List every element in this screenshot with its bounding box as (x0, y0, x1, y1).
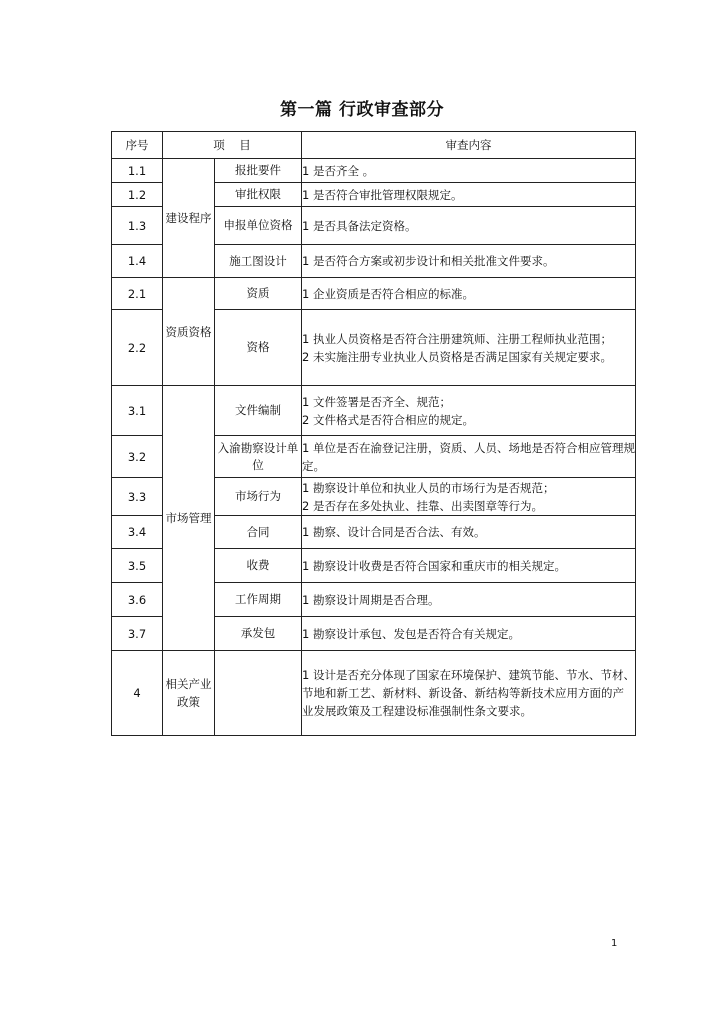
row-num: 2.1 (112, 278, 163, 310)
header-content: 审查内容 (302, 132, 636, 159)
row-num: 3.3 (112, 478, 163, 516)
row-content (302, 617, 636, 651)
row-num: 4 (112, 651, 163, 736)
category-cell: 市场管理 (163, 386, 215, 651)
row-item: 合同 (215, 516, 302, 549)
row-content (302, 516, 636, 549)
table-row (112, 386, 636, 436)
content-line: 1 勘察、设计合同是否合法、有效。 (302, 525, 486, 539)
row-num: 1.1 (112, 159, 163, 183)
row-item: 承发包 (215, 617, 302, 651)
content-line: 2 未实施注册专业执业人员资格是否满足国家有关规定要求。 (302, 349, 612, 364)
content-line: 1 设计是否充分体现了国家在环境保护、建筑节能、节水、节材、节地和新工艺、新材料、新设备、新结构等新技术应用方面的产业发展政策及工程建设标准强制性条文要求。 (302, 668, 635, 718)
row-content (302, 386, 636, 436)
page-title: 第一篇 行政审查部分 (280, 100, 444, 120)
row-item: 文件编制 (215, 386, 302, 436)
row-content (302, 651, 636, 736)
row-content (302, 549, 636, 583)
row-num: 3.2 (112, 436, 163, 478)
row-item: 申报单位资格 (215, 207, 302, 245)
row-item: 报批要件 (215, 159, 302, 183)
header-item: 项 目 (163, 132, 302, 159)
content-line: 1 是否符合方案或初步设计和相关批准文件要求。 (302, 254, 555, 268)
table-header-row (112, 132, 636, 159)
row-num: 1.2 (112, 183, 163, 207)
row-item: 市场行为 (215, 478, 302, 516)
row-content (302, 436, 636, 478)
row-num: 3.1 (112, 386, 163, 436)
row-item: 审批权限 (215, 183, 302, 207)
content-line: 2 文件格式是否符合相应的规定。 (302, 412, 474, 427)
row-item: 入渝勘察设计单位 (215, 436, 302, 478)
table-row (112, 278, 636, 310)
row-content (302, 278, 636, 310)
table-row (112, 159, 636, 183)
row-content (302, 478, 636, 516)
content-line: 2 是否存在多处执业、挂靠、出卖图章等行为。 (302, 498, 543, 513)
row-item: 资质 (215, 278, 302, 310)
content-line: 1 是否具备法定资格。 (302, 218, 417, 233)
row-num: 3.4 (112, 516, 163, 549)
content-line: 1 企业资质是否符合相应的标准。 (302, 286, 474, 301)
content-line: 1 勘察设计周期是否合理。 (302, 592, 440, 607)
row-item: 收费 (215, 549, 302, 583)
category-cell: 建设程序 (163, 159, 215, 278)
review-table (111, 131, 636, 736)
page-number: 1 (611, 938, 618, 949)
row-item: 资格 (215, 310, 302, 386)
content-line: 1 勘察设计收费是否符合国家和重庆市的相关规定。 (302, 558, 566, 573)
content-line: 1 勘察设计承包、发包是否符合有关规定。 (302, 626, 520, 641)
row-item: 工作周期 (215, 583, 302, 617)
row-num: 2.2 (112, 310, 163, 386)
content-line: 1 文件签署是否齐全、规范； (302, 394, 451, 409)
table-row (112, 651, 636, 736)
row-num: 3.5 (112, 549, 163, 583)
row-content (302, 207, 636, 245)
row-content (302, 310, 636, 386)
row-num: 1.3 (112, 207, 163, 245)
row-item (215, 651, 302, 736)
content-line: 1 执业人员资格是否符合注册建筑师、注册工程师执业范围； (302, 331, 612, 346)
content-line: 1 单位是否在渝登记注册，资质、人员、场地是否符合相应管理规定。 (302, 440, 635, 473)
row-item: 施工图设计 (215, 245, 302, 278)
header-num: 序号 (112, 132, 163, 159)
content-line: 1 勘察设计单位和执业人员的市场行为是否规范； (302, 480, 555, 495)
row-content (302, 159, 636, 183)
content-line: 1 是否符合审批管理权限规定。 (302, 187, 463, 202)
row-content (302, 583, 636, 617)
row-num: 3.7 (112, 617, 163, 651)
row-num: 1.4 (112, 245, 163, 278)
content-line: 1 是否齐全 。 (302, 163, 375, 178)
row-num: 3.6 (112, 583, 163, 617)
row-content (302, 183, 636, 207)
category-cell: 相关产业政策 (163, 651, 215, 736)
category-cell: 资质资格 (163, 278, 215, 386)
row-content (302, 245, 636, 278)
